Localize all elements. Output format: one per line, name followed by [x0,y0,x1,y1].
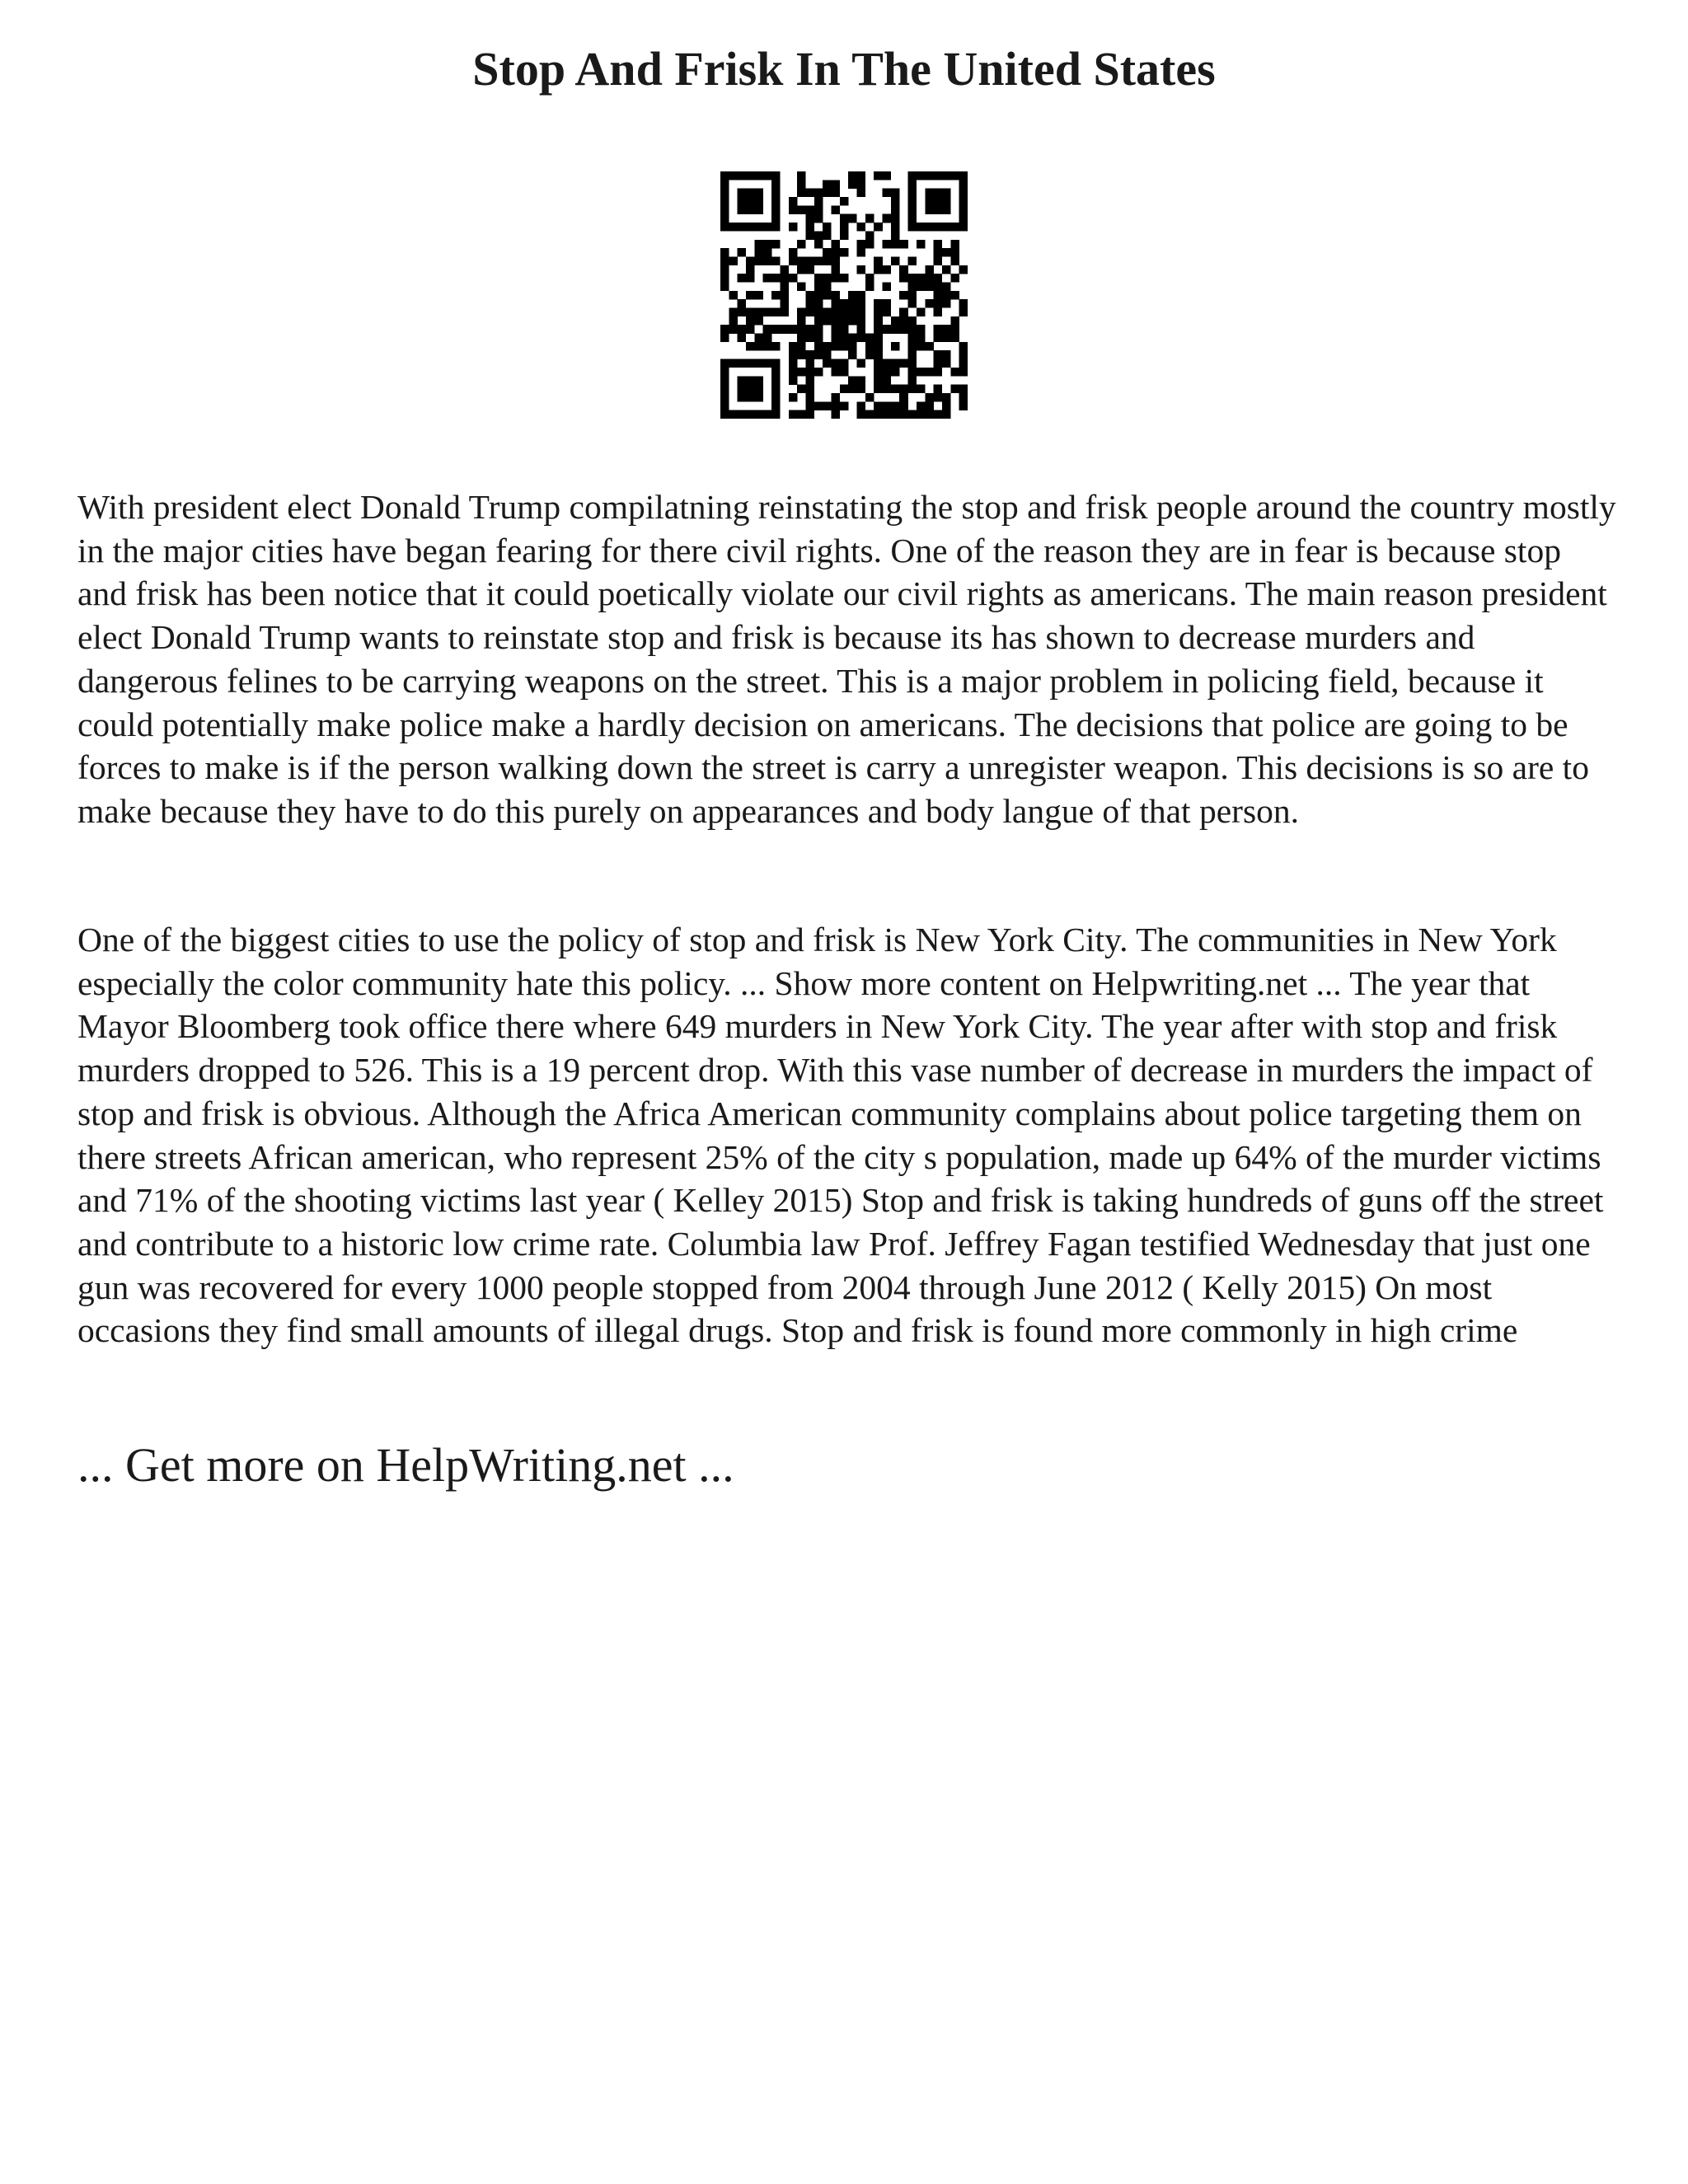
get-more-link[interactable]: ... Get more on HelpWriting.net ... [77,1438,734,1492]
page-title: Stop And Frisk In The United States [472,42,1216,96]
qr-code-icon [720,171,968,419]
body-paragraph-1: With president elect Donald Trump compilatning reinstating the stop and frisk people around the country mostly in the major cities have began fearing for there civil rights. One of the reason they are in fear is because stop and frisk has been notice that it could poetically violate our civil rights as americans. The main reason president elect Donald Trump wants to reinstate stop and frisk is because its has shown to decrease murders and dangerous felines to be carrying weapons on the street. This is a major problem in policing field, because it could potentially make police make a hardly decision on americans. The decisions that police are going to be forces to make is if the person walking down the street is carry a unregister weapon. This decisions is so are to make because they have to do this purely on appearances and body langue of that person. [77,488,1616,830]
body-paragraph-2: One of the biggest cities to use the policy of stop and frisk is New York City. The communities in New York especially the color community hate this policy. ... Show more content on Helpwriting.net ... The year that Mayor Bloomberg took office there where 649 murders in New York City. The year after with stop and frisk murders dropped to 526. This is a 19 percent drop. With this vase number of decrease in murders the impact of stop and frisk is obvious. Although the Africa American community complains about police targeting them on there streets African american, who represent 25% of the city s population, made up 64% of the murder victims and 71% of the shooting victims last year ( Kelley 2015) Stop and frisk is taking hundreds of guns off the street and contribute to a historic low crime rate. Columbia law Prof. Jeffrey Fagan testified Wednesday that just one gun was recovered for every 1000 people stopped from 2004 through June 2012 ( Kelly 2015) On most occasions they find small amounts of illegal drugs. Stop and frisk is found more commonly in high crime [77,921,1604,1350]
